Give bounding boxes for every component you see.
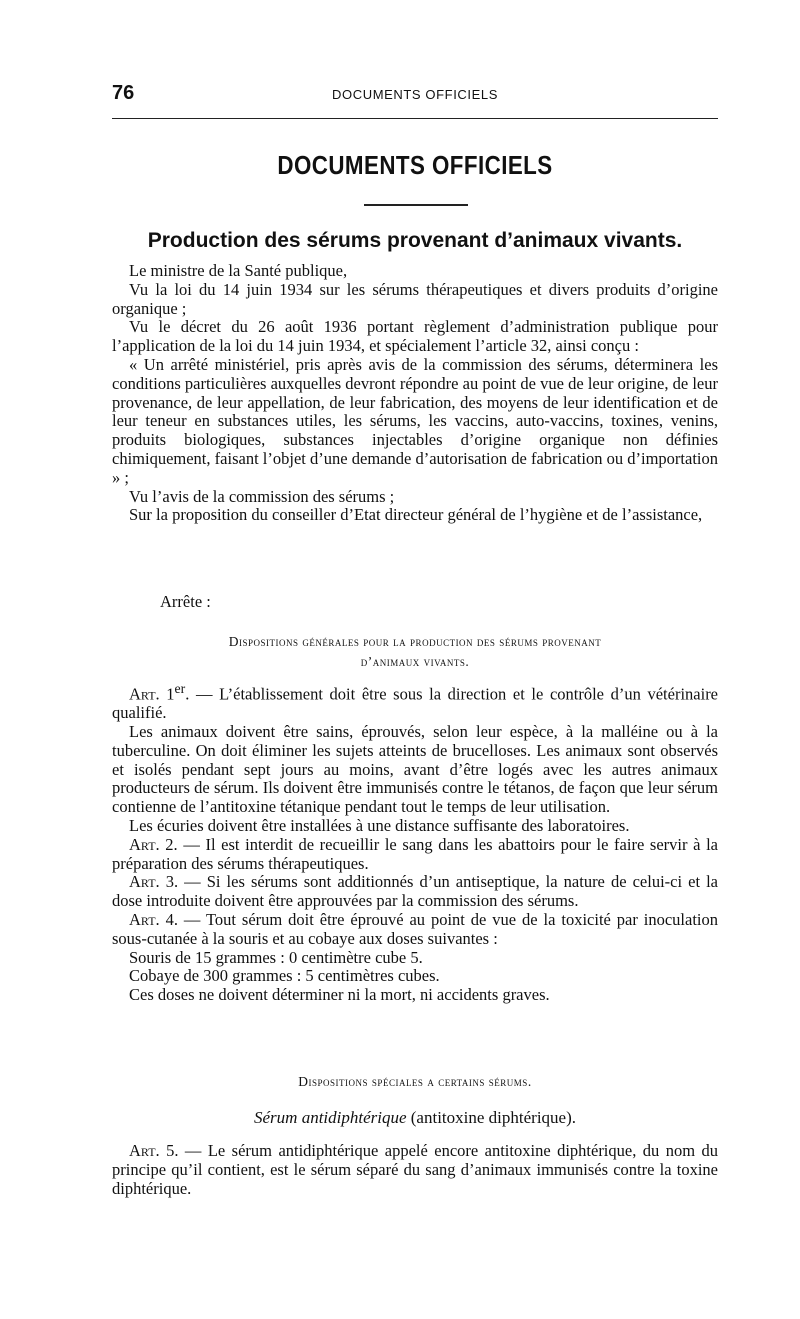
article-4 xyxy=(112,911,718,949)
header-rule xyxy=(112,118,718,119)
section-heading-general xyxy=(112,632,718,672)
article-1 xyxy=(112,680,718,723)
page-title: DOCUMENTS OFFICIELS xyxy=(277,150,553,180)
article-text: — Il est interdit de recueillir le sang dans les abattoirs pour le faire servir à la préparation des sérums thérapeutiques. xyxy=(112,834,718,873)
page-number: 76 xyxy=(112,82,135,104)
preamble-paragraph: Vu la loi du 14 juin 1934 sur les sérums thérapeutiques et divers produits d’origine organique ; xyxy=(112,279,718,318)
article-label: Art. 4. xyxy=(129,910,178,930)
article-5 xyxy=(112,1142,718,1198)
running-head xyxy=(112,82,718,110)
section-heading-special: Dispositions spéciales a certains sérums. xyxy=(298,1074,532,1089)
dose-line: Cobaye de 300 grammes : 5 centimètres cubes. xyxy=(129,966,440,986)
arrete-label: Arrête : xyxy=(160,592,211,611)
preamble-paragraph: Vu le décret du 26 août 1936 portant règlement d’administration publique pour l’application de la loi du 14 juin 1934, et spécialement l’article 32, ainsi conçu : xyxy=(112,317,718,356)
title-rule xyxy=(364,204,468,206)
document-subtitle: Production des sérums provenant d’animaux vivants. xyxy=(147,229,683,252)
preamble-paragraph: Le ministre de la Santé publique, xyxy=(129,261,348,280)
article-text: — Si les sérums sont additionnés d’un antiseptique, la nature de celui-ci et la dose introduite doivent être approuvées par la commission des sérums. xyxy=(112,872,718,911)
preamble-quote: « Un arrêté ministériel, pris après avis de la commission des sérums, déterminera les conditions particulières auxquelles devront répondre au point de vue de leur origine, de leur provenance, de leur appellation, de leur fabrication, des moyens de leur identification et de leur teneur en substances utiles, les sérums, les vaccins, auto-vaccins, toxines, venins, produits biologiques, substances injectables d’origine organique non définies chimiquement, faisant l’objet d’une demande d’autorisation de fabrication ou d’importation » ; xyxy=(112,354,718,487)
preamble-paragraph: Sur la proposition du conseiller d’Etat directeur général de l’hygiène et de l’assistance, xyxy=(129,505,703,525)
article-text: — Le sérum antidiphtérique appelé encore antitoxine diphtérique, du nom du principe qu’il contient, est le sérum séparé du sang d’animaux immunisés contre la toxine diphtérique. xyxy=(112,1141,718,1198)
articles-general xyxy=(112,680,718,1005)
article-text: . — L’établissement doit être sous la direction et le contrôle d’un vétérinaire qualifié. xyxy=(112,684,719,723)
section-heading-line: Dispositions générales pour la production des sérums provenant xyxy=(228,634,602,649)
article-2 xyxy=(112,836,718,874)
articles-special xyxy=(112,1142,718,1198)
serum-heading-italic: Sérum antidiphtérique xyxy=(254,1108,407,1127)
article-paragraph: Ces doses ne doivent déterminer ni la mort, ni accidents graves. xyxy=(129,985,550,1005)
dose-line: Souris de 15 grammes : 0 centimètre cube 5. xyxy=(129,947,423,967)
article-label: Art. 3. xyxy=(129,872,179,892)
preamble-paragraph: Vu l’avis de la commission des sérums ; xyxy=(129,486,395,506)
article-paragraph: Les écuries doivent être installées à une distance suffisante des laboratoires. xyxy=(129,816,630,836)
running-title: DOCUMENTS OFFICIELS xyxy=(332,87,498,102)
preamble xyxy=(112,262,718,525)
article-label: Art. 5. xyxy=(129,1141,179,1160)
serum-heading xyxy=(112,1108,718,1128)
article-label-sup: er xyxy=(174,681,186,696)
article-text: — Tout sérum doit être éprouvé au point de vue de la toxicité par inoculation sous-cutanée à la souris et au cobaye aux doses suivantes : xyxy=(112,910,718,948)
section-heading-line: d’animaux vivants. xyxy=(360,654,470,669)
article-paragraph: Les animaux doivent être sains, éprouvés, selon leur espèce, à la malléine ou à la tuberculine. On doit éliminer les sujets atteints de brucelloses. Les animaux sont observés et isolés pendant sept jours au moins, avant d’être logés avec les autres animaux producteurs de sérum. Ils doivent être immunisés contre le tétanos, de façon que leur sérum contienne de l’antitoxine tétanique pendant tout le temps de leur utilisation. xyxy=(112,722,718,817)
article-3 xyxy=(112,873,718,911)
article-label: Art. 1 xyxy=(129,684,175,704)
serum-heading-plain: (antitoxine diphtérique). xyxy=(406,1108,576,1127)
article-label: Art. 2. xyxy=(129,834,178,854)
